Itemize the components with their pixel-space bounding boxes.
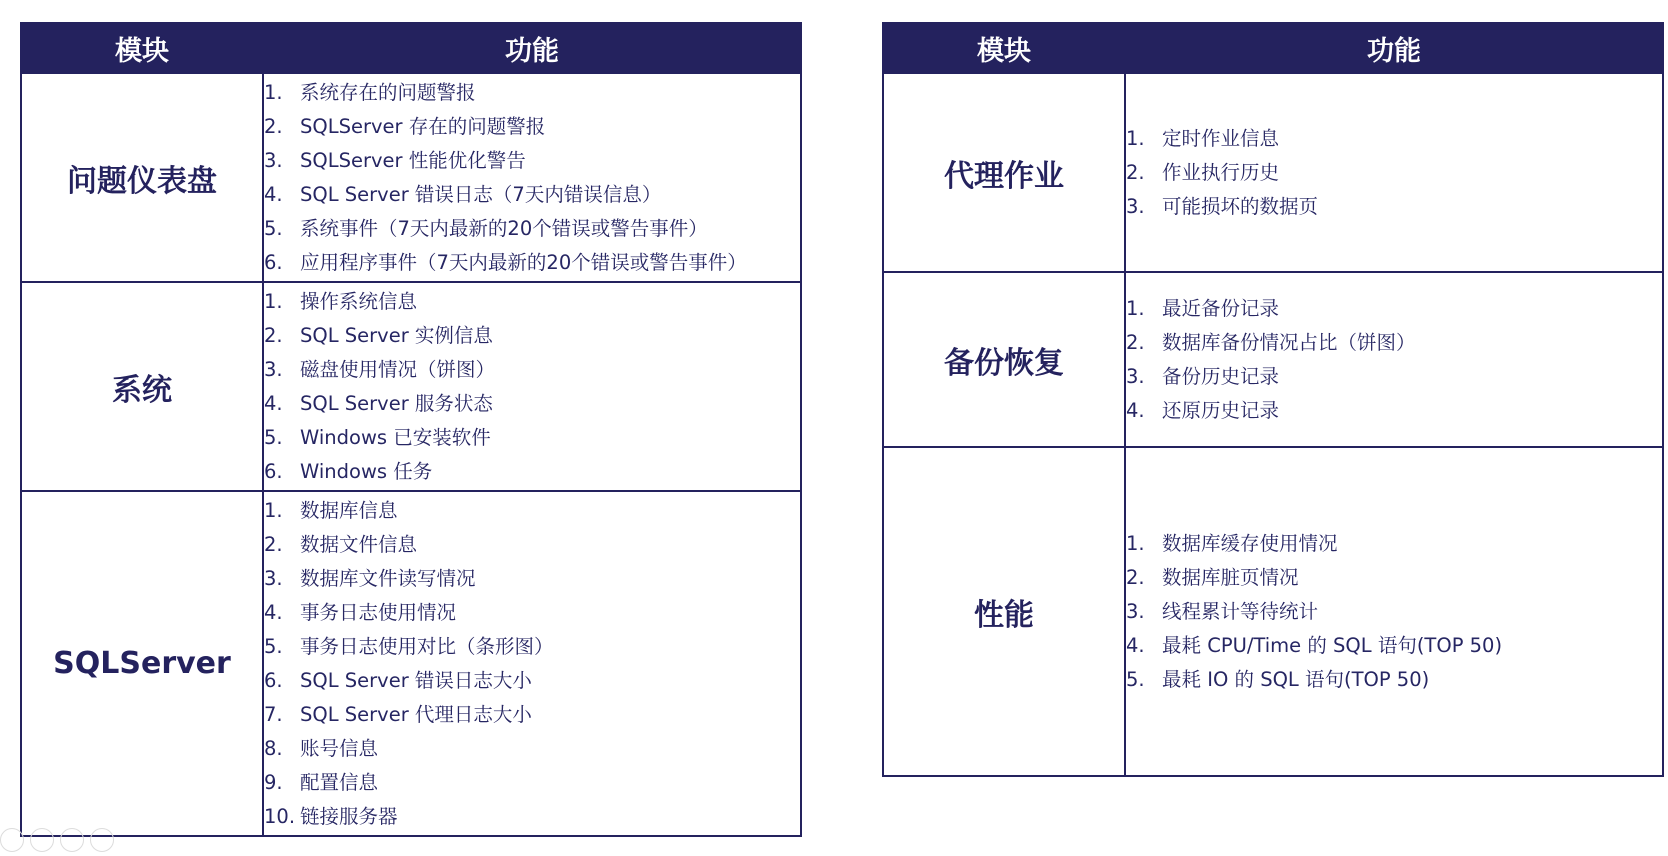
table-header-row (883, 23, 1663, 73)
function-cell (263, 491, 801, 836)
list-item: 5. Windows 已安装软件 (264, 425, 491, 449)
function-cell (1125, 272, 1663, 447)
module-name: SQLServer (21, 491, 263, 836)
watermark-circle-icon (60, 828, 84, 852)
list-item: 3. 磁盘使用情况（饼图） (264, 357, 496, 381)
list-item: 4. SQL Server 错误日志（7天内错误信息） (264, 182, 662, 206)
list-item: 2. SQL Server 实例信息 (264, 323, 493, 347)
list-item: 3. 可能损坏的数据页 (1126, 194, 1319, 218)
list-item: 10. 链接服务器 (264, 804, 398, 828)
list-item: 2. 数据库备份情况占比（饼图） (1126, 330, 1416, 354)
function-list (264, 285, 800, 489)
list-item: 6. 应用程序事件（7天内最新的20个错误或警告事件） (264, 250, 747, 274)
list-item: 1. 最近备份记录 (1126, 296, 1280, 320)
module-name: 代理作业 (883, 73, 1125, 272)
list-item: 2. SQLServer 存在的问题警报 (264, 114, 546, 138)
list-item: 6. SQL Server 错误日志大小 (264, 668, 532, 692)
function-cell (1125, 73, 1663, 272)
table-row (21, 73, 801, 282)
table-header-row (21, 23, 801, 73)
watermark-circle-icon (30, 828, 54, 852)
list-item: 1. 数据库信息 (264, 498, 398, 522)
function-cell (263, 73, 801, 282)
header-function: 功能 (263, 23, 801, 73)
module-name: 性能 (883, 447, 1125, 776)
function-list (1126, 527, 1662, 697)
table-row (883, 272, 1663, 447)
function-cell (263, 282, 801, 491)
list-item: 7. SQL Server 代理日志大小 (264, 702, 532, 726)
list-item: 4. 事务日志使用情况 (264, 600, 457, 624)
list-item: 4. 最耗 CPU/Time 的 SQL 语句(TOP 50) (1126, 633, 1503, 657)
table-row (21, 282, 801, 491)
list-item: 5. 系统事件（7天内最新的20个错误或警告事件） (264, 216, 708, 240)
list-item: 1. 系统存在的问题警报 (264, 80, 476, 104)
module-name: 备份恢复 (883, 272, 1125, 447)
table-row (21, 491, 801, 836)
list-item: 6. Windows 任务 (264, 459, 433, 483)
list-item: 4. 还原历史记录 (1126, 398, 1280, 422)
list-item: 5. 事务日志使用对比（条形图） (264, 634, 554, 658)
list-item: 5. 最耗 IO 的 SQL 语句(TOP 50) (1126, 667, 1430, 691)
function-list (264, 76, 800, 280)
list-item: 3. 数据库文件读写情况 (264, 566, 476, 590)
list-item: 1. 定时作业信息 (1126, 126, 1280, 150)
list-item: 1. 操作系统信息 (264, 289, 418, 313)
list-item: 3. 备份历史记录 (1126, 364, 1280, 388)
list-item: 1. 数据库缓存使用情况 (1126, 531, 1338, 555)
watermark-circle-icon (0, 828, 24, 852)
list-item: 8. 账号信息 (264, 736, 379, 760)
function-list (1126, 292, 1662, 428)
header-function: 功能 (1125, 23, 1663, 73)
list-item: 4. SQL Server 服务状态 (264, 391, 493, 415)
function-cell (1125, 447, 1663, 776)
module-table-left (20, 22, 802, 837)
table-row (883, 447, 1663, 776)
header-module: 模块 (21, 23, 263, 73)
watermark-icons (0, 828, 120, 852)
table-row (883, 73, 1663, 272)
list-item: 2. 数据库脏页情况 (1126, 565, 1299, 589)
list-item: 9. 配置信息 (264, 770, 379, 794)
list-item: 3. SQLServer 性能优化警告 (264, 148, 526, 172)
list-item: 3. 线程累计等待统计 (1126, 599, 1319, 623)
module-name: 系统 (21, 282, 263, 491)
list-item: 2. 作业执行历史 (1126, 160, 1280, 184)
module-table-right (882, 22, 1664, 777)
module-name: 问题仪表盘 (21, 73, 263, 282)
function-list (1126, 122, 1662, 224)
watermark-circle-icon (90, 828, 114, 852)
header-module: 模块 (883, 23, 1125, 73)
function-list (264, 494, 800, 834)
list-item: 2. 数据文件信息 (264, 532, 418, 556)
